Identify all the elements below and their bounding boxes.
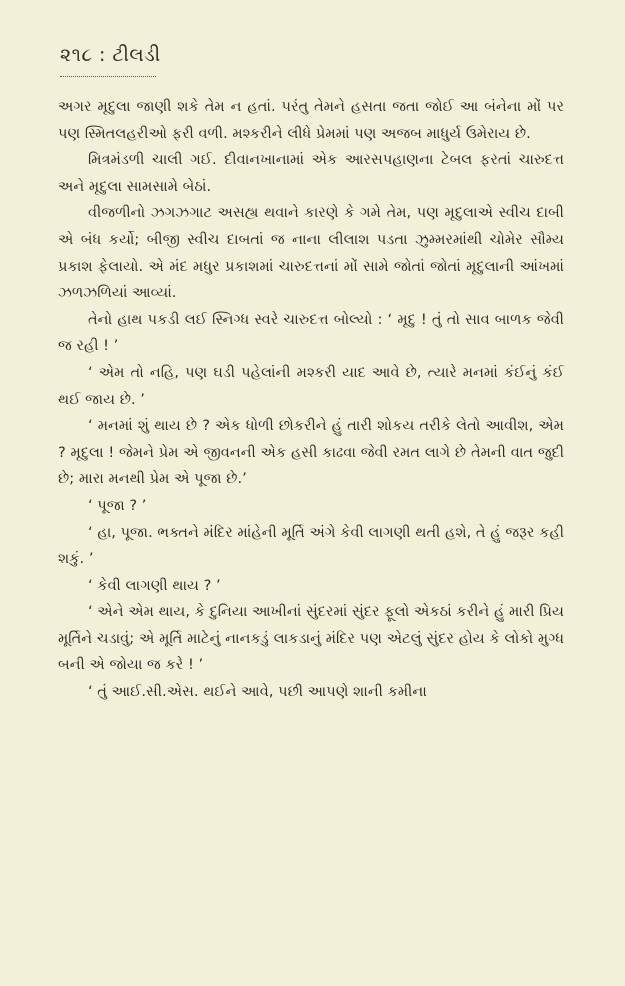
paragraph: વીજળીનો ઝગઝગાટ અસહ્ય થવાને કારણે કે ગમે તેમ, પણ મૃદુલાએ સ્વીચ દાબી એ બંધ કર્યો; બીજી સ્વીચ દાબતાં જ નાના લીલાશ પડતા ઝુમ્મરમાંથી ચોમેર સૌમ્ય પ્રકાશ ફેલાયો. એ મંદ મધુર પ્રકાશમાં ચારુદત્તનાં મોં સામે જોતાં જોતાં મૃદુલાની આંખમાં ઝળઝળિયાં આવ્યાં. bbox=[58, 204, 564, 302]
paragraph: અગર મૃદુલા જાણી શકે તેમ ન હતાં. પરંતુ તેમને હસતા જતા જોઈ આ બંનેના મોં પર પણ સ્મિતલહરીઓ ફરી વળી. મશ્કરીને લીધે પ્રેમમાં પણ અજબ માધુર્ય ઉમેરાય છે. bbox=[58, 98, 564, 142]
paragraph: મિત્રમંડળી ચાલી ગઈ. દીવાનખાનામાં એક આરસપહાણના ટેબલ ફરતાં ચારુદત્ત અને મૃદુલા સામસામે બેઠાં. bbox=[58, 151, 564, 195]
paragraph: ‘ તું આઈ.સી.એસ. થઈને આવે, પછી આપણે શાની કમીના bbox=[88, 683, 427, 701]
running-header bbox=[60, 44, 161, 66]
book-title: ટીલડી bbox=[112, 44, 161, 66]
paragraph: ‘ એમ તો નહિ, પણ ઘડી પહેલાંની મશ્કરી યાદ આવે છે, ત્યારે મનમાં કંઈનું કંઈ થઈ જાય છે. ’ bbox=[58, 363, 564, 408]
paragraph: ‘ હા, પૂજા. ભક્તને મંદિર માંહેની મૂર્તિ અંગે કેવી લાગણી થતી હશે, તે હું જરૂર કહી શકું. ’ bbox=[58, 523, 564, 568]
body-text bbox=[58, 94, 564, 706]
paragraph: ‘ પૂજા ? ’ bbox=[88, 496, 147, 514]
paragraph: ‘ મનમાં શું થાય છે ? એક ધોળી છોકરીને હું તારી શોકય તરીકે લેતો આવીશ, એમ ? મૃદુલા ! જેમને પ્રેમ એ જીવનની એક હસી કાઢવા જેવી રમત લાગે છે તેમની વાત જુદી છે; મારા મનથી પ્રેમ એ પૂજા છે.’ bbox=[58, 417, 564, 488]
header-separator: : bbox=[98, 44, 106, 66]
paragraph: તેનો હાથ પકડી લઈ સ્નિગ્ધ સ્વરે ચારુદત્ત બોલ્યો : ‘ મૃદુ ! તું તો સાવ બાળક જેવી જ રહી ! ’ bbox=[58, 310, 564, 355]
header-underline bbox=[60, 73, 156, 77]
paragraph: ‘ કેવી લાગણી થાય ? ’ bbox=[88, 576, 221, 594]
paragraph: ‘ એને એમ થાય, કે દુનિયા આખીનાં સુંદરમાં સુંદર ફૂલો એકઠાં કરીને હું મારી પ્રિય મૂર્તિને ચડાવું; એ મૂર્તિ માટેનું નાનકડું લાકડાનું મંદિર પણ એટલું સુંદર હોય કે લોકો મુગ્ધ બની એ જોયા જ કરે ! ’ bbox=[58, 603, 564, 674]
page-number: ૨૧૮ bbox=[60, 44, 93, 66]
